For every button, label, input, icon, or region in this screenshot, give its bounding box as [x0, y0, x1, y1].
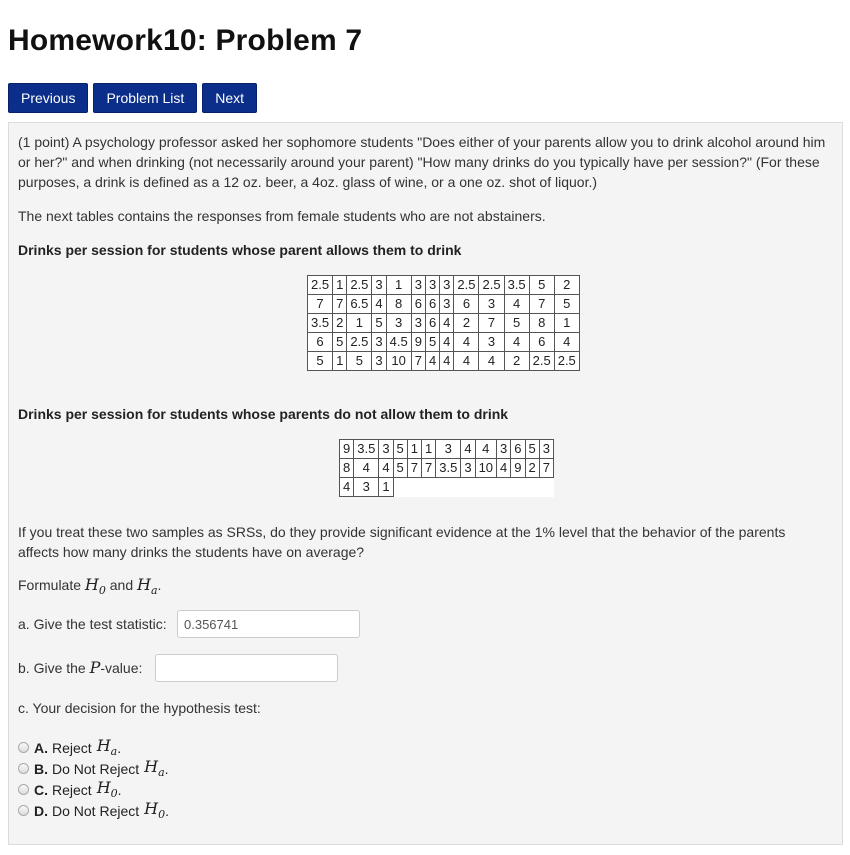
table-cell: 9 — [511, 459, 525, 478]
table-cell: 2 — [454, 314, 479, 333]
radio-button[interactable] — [18, 805, 29, 816]
option-hypothesis-symbol — [144, 757, 165, 779]
table-cell: 6 — [454, 295, 479, 314]
table-cell: 3 — [372, 352, 386, 371]
table-cell: 9 — [411, 333, 425, 352]
table-row — [308, 295, 580, 314]
table-cell: 8 — [386, 295, 411, 314]
table-cell: 3.5 — [504, 276, 529, 295]
table-cell: 7 — [479, 314, 504, 333]
h-letter: H — [144, 799, 159, 819]
decision-options — [18, 737, 169, 821]
option-text: Reject — [52, 739, 92, 756]
next-button[interactable]: Next — [202, 83, 257, 113]
table-cell: 4 — [440, 314, 454, 333]
table-row — [308, 276, 580, 295]
option-hypothesis-symbol — [97, 736, 118, 758]
table-cell: 1 — [333, 352, 347, 371]
table-cell: 2 — [525, 459, 539, 478]
radio-button[interactable] — [18, 763, 29, 774]
ha-subscript: a — [150, 584, 158, 598]
table-cell: 3 — [372, 276, 386, 295]
option-letter: C. — [34, 781, 48, 798]
table-cell: 3 — [425, 276, 439, 295]
table-cell: 2.5 — [554, 352, 579, 371]
table-cell: 5 — [372, 314, 386, 333]
page-title: Homework10: Problem 7 — [8, 24, 363, 57]
ha-symbol — [137, 575, 158, 598]
table-cell: 2.5 — [479, 276, 504, 295]
table-parent-allows — [307, 275, 580, 371]
table-cell: 6 — [511, 440, 525, 459]
h-letter: H — [84, 575, 99, 594]
table-cell: 6 — [411, 295, 425, 314]
table-cell: 4 — [554, 333, 579, 352]
table-cell: 7 — [407, 459, 421, 478]
option-text: Do Not Reject — [52, 760, 140, 777]
table-cell: 5 — [308, 352, 333, 371]
formulate-and: and — [109, 577, 134, 593]
table-cell: 5 — [525, 440, 539, 459]
table-cell: 3 — [379, 440, 393, 459]
table-cell: 3 — [372, 333, 386, 352]
table-cell: 2.5 — [347, 276, 372, 295]
option-hypothesis-subscript: a — [110, 745, 118, 759]
table-cell: 3 — [461, 459, 475, 478]
table-cell: 5 — [393, 459, 407, 478]
table-cell: 6 — [425, 314, 439, 333]
option-letter: D. — [34, 802, 48, 819]
table-cell: 4 — [425, 352, 439, 371]
table-cell: 2.5 — [347, 333, 372, 352]
option-hypothesis-subscript: 0 — [158, 808, 166, 822]
part-b-suffix: -value: — [100, 660, 143, 676]
table-cell: 7 — [333, 295, 347, 314]
table-cell: 7 — [529, 295, 554, 314]
h-letter: H — [144, 757, 159, 777]
table-cell: 4 — [497, 459, 511, 478]
table-row — [308, 352, 580, 371]
part-a-label: a. Give the test statistic: — [18, 616, 167, 632]
table-cell: 3 — [411, 276, 425, 295]
table-cell: 4 — [504, 333, 529, 352]
table-cell: 5 — [504, 314, 529, 333]
table-cell: 4 — [354, 459, 379, 478]
table-cell: 3 — [440, 276, 454, 295]
table-row — [308, 333, 580, 352]
table-cell: 7 — [411, 352, 425, 371]
problem-intro: (1 point) A psychology professor asked her sophomore students "Does either of your parents allow you to drink alcohol around him or her?" and when drinking (not necessarily around your parent) "How many drinks do you typically have per session?" (For these purposes, a drink is defined as a 12 oz. beer, a 4oz. glass of wine, or a one oz. shot of liquor.) — [18, 134, 826, 190]
table-cell: 3 — [386, 314, 411, 333]
table2-heading: Drinks per session for students whose parents do not allow them to drink — [18, 406, 509, 422]
table-cell: 1 — [347, 314, 372, 333]
table-cell: 4 — [340, 478, 354, 497]
table-cell: 3 — [539, 440, 553, 459]
table-cell: 6.5 — [347, 295, 372, 314]
option-hypothesis-symbol — [144, 799, 165, 821]
formulate-line: Formulate $H_0$ and $H_a$. — [18, 575, 162, 598]
table-cell: 5 — [425, 333, 439, 352]
table-cell: 4 — [479, 352, 504, 371]
table-cell: 1 — [333, 276, 347, 295]
previous-button[interactable]: Previous — [8, 83, 88, 113]
table-cell: 5 — [554, 295, 579, 314]
table-cell: 1 — [407, 440, 421, 459]
table-cell: 3 — [354, 478, 379, 497]
table-cell: 2.5 — [529, 352, 554, 371]
problem-list-button[interactable]: Problem List — [93, 83, 197, 113]
part-c-label: c. Your decision for the hypothesis test: — [18, 700, 261, 716]
table-cell: 6 — [425, 295, 439, 314]
table-cell: 4 — [454, 352, 479, 371]
option-letter: A. — [34, 739, 48, 756]
table-cell: 2 — [554, 276, 579, 295]
part-b-label — [18, 658, 828, 678]
table-cell: 10 — [386, 352, 411, 371]
table-row — [340, 440, 554, 459]
p-symbol: P — [89, 658, 101, 677]
p-value-input[interactable] — [155, 654, 338, 682]
table-cell: 3 — [436, 440, 461, 459]
h-letter: H — [96, 778, 111, 798]
decision-option[interactable]: D. Do Not Reject $H_0$ . — [18, 800, 169, 821]
problem-panel — [8, 122, 843, 845]
table-cell: 3 — [497, 440, 511, 459]
table-cell: 1 — [554, 314, 579, 333]
table-cell: 2 — [504, 352, 529, 371]
table-cell: 7 — [539, 459, 553, 478]
option-hypothesis-subscript: 0 — [110, 787, 118, 801]
table-cell: 4 — [379, 459, 393, 478]
table-cell: 1 — [379, 478, 393, 497]
table-cell: 10 — [475, 459, 496, 478]
table-cell: 7 — [308, 295, 333, 314]
part-b-prefix: b. Give the — [18, 660, 86, 676]
decision-option[interactable]: B. Do Not Reject $H_a$ . — [18, 758, 169, 779]
table-cell: 6 — [308, 333, 333, 352]
h0-subscript: 0 — [98, 584, 106, 598]
table-cell: 5 — [393, 440, 407, 459]
table-cell: 3 — [479, 333, 504, 352]
table-cell: 8 — [529, 314, 554, 333]
radio-button[interactable] — [18, 784, 29, 795]
table-cell: 3 — [440, 295, 454, 314]
table-cell: 3 — [479, 295, 504, 314]
table1-heading: Drinks per session for students whose parent allows them to drink — [18, 242, 462, 258]
radio-button[interactable] — [18, 742, 29, 753]
table-row — [308, 314, 580, 333]
table-cell: 2.5 — [454, 276, 479, 295]
table-cell: 4 — [440, 333, 454, 352]
table-cell: 6 — [529, 333, 554, 352]
table-cell: 5 — [347, 352, 372, 371]
table-cell: 2 — [333, 314, 347, 333]
table-cell: 5 — [333, 333, 347, 352]
table-cell: 3.5 — [308, 314, 333, 333]
option-letter: B. — [34, 760, 48, 777]
table-cell: 1 — [422, 440, 436, 459]
h0-symbol — [84, 575, 106, 598]
h-letter: H — [96, 736, 111, 756]
table-cell: 4 — [504, 295, 529, 314]
table-row — [340, 478, 554, 497]
table-cell: 8 — [340, 459, 354, 478]
option-text: Reject — [52, 781, 92, 798]
table-cell: 4 — [454, 333, 479, 352]
table-parent-disallows — [339, 439, 554, 497]
tables-intro: The next tables contains the responses from female students who are not abstainers. — [18, 208, 546, 224]
option-text: Do Not Reject — [52, 802, 140, 819]
h-letter: H — [137, 575, 151, 594]
table-cell: 7 — [422, 459, 436, 478]
table-cell: 4 — [440, 352, 454, 371]
option-hypothesis-subscript: a — [158, 766, 165, 780]
decision-option[interactable]: A. Reject $H_a$ . — [18, 737, 169, 758]
option-hypothesis-symbol — [97, 778, 118, 800]
question-text: If you treat these two samples as SRSs, do they provide significant evidence at the 1% level that the behavior of the parents affects how many drinks the students have on average? — [18, 524, 786, 560]
table-cell: 9 — [340, 440, 354, 459]
test-statistic-input[interactable] — [177, 610, 360, 638]
table-cell: 4 — [475, 440, 496, 459]
table-cell: 4 — [461, 440, 475, 459]
formulate-prefix: Formulate — [18, 577, 82, 593]
table-row — [340, 459, 554, 478]
decision-option[interactable]: C. Reject $H_0$ . — [18, 779, 169, 800]
table-cell: 4.5 — [386, 333, 411, 352]
problem-nav — [8, 83, 257, 113]
table-cell: 4 — [372, 295, 386, 314]
table-cell: 3.5 — [354, 440, 379, 459]
table-cell: 1 — [386, 276, 411, 295]
table-cell: 3 — [411, 314, 425, 333]
table-cell: 5 — [529, 276, 554, 295]
table-cell: 3.5 — [436, 459, 461, 478]
table-cell: 2.5 — [308, 276, 333, 295]
